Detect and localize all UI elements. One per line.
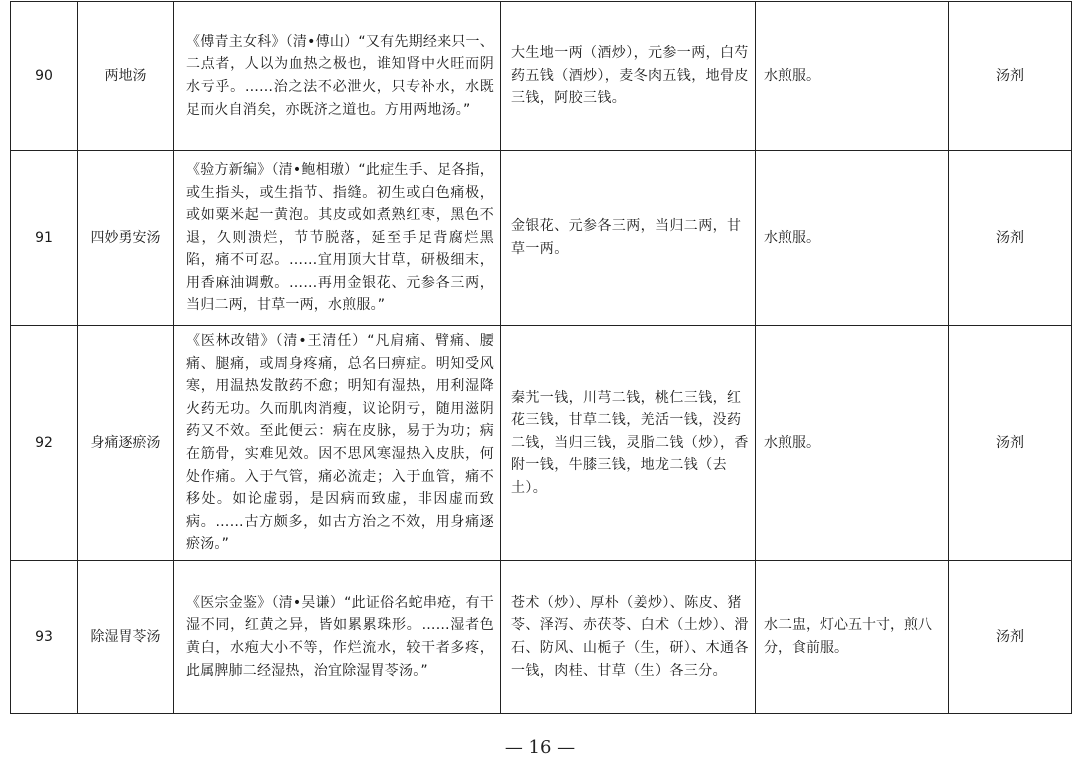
dosage-form: 汤剂	[949, 326, 1072, 561]
table-row	[11, 2, 1072, 151]
dosage-form: 汤剂	[949, 151, 1072, 326]
ingredients: 苍术（炒）、厚朴（姜炒）、陈皮、猪苓、泽泻、赤茯苓、白术（土炒）、滑石、防风、山栀子（生，研）、木通各一钱，肉桂、甘草（生）各三分。	[501, 561, 756, 714]
formula-name: 身痛逐瘀汤	[78, 326, 174, 561]
source-text: 《医林改错》（清•王清任）“凡肩痛、臂痛、腰痛、腿痛，或周身疼痛，总名曰痹症。明知受风寒，用温热发散药不愈；明知有湿热，用利湿降火药无功。久而肌肉消瘦，议论阴亏，随用滋阴药又不效。至此便云：病在皮脉，易于为功；病在筋骨，实难见效。因不思风寒湿热入皮肤，何处作痛。入于气管，痛必流走；入于血管，痛不移处。如论虚弱，是因病而致虚，非因虚而致病。……古方颇多，如古方治之不效，用身痛逐瘀汤。”	[174, 326, 501, 561]
table-row	[11, 561, 1072, 714]
usage: 水煎服。	[756, 2, 949, 151]
usage: 水煎服。	[756, 326, 949, 561]
row-number: 93	[11, 561, 78, 714]
source-text: 《医宗金鉴》（清•吴谦）“此证俗名蛇串疮，有干湿不同，红黄之异，皆如累累珠形。……湿者色黄白，水疱大小不等，作烂流水，较干者多疼，此属脾肺二经湿热，治宜除湿胃苓汤。”	[174, 561, 501, 714]
row-number: 92	[11, 326, 78, 561]
ingredients: 金银花、元参各三两，当归二两，甘草一两。	[501, 151, 756, 326]
page-number: — 16 —	[504, 737, 576, 758]
formula-name: 两地汤	[78, 2, 174, 151]
ingredients: 大生地一两（酒炒），元参一两，白芍药五钱（酒炒），麦冬肉五钱，地骨皮三钱，阿胶三钱。	[501, 2, 756, 151]
formula-name: 四妙勇安汤	[78, 151, 174, 326]
table-row	[11, 151, 1072, 326]
row-number: 91	[11, 151, 78, 326]
ingredients: 秦艽一钱，川芎二钱，桃仁三钱，红花三钱，甘草二钱，羌活一钱，没药二钱，当归三钱，灵脂二钱（炒），香附一钱，牛膝三钱，地龙二钱（去土）。	[501, 326, 756, 561]
source-text: 《傅青主女科》（清•傅山）“又有先期经来只一、二点者，人以为血热之极也，谁知肾中火旺而阴水亏乎。……治之法不必泄火，只专补水，水既足而火自消矣，亦既济之道也。方用两地汤。”	[174, 2, 501, 151]
dosage-form: 汤剂	[949, 561, 1072, 714]
prescription-table	[10, 1, 1072, 714]
table-row	[11, 326, 1072, 561]
row-number: 90	[11, 2, 78, 151]
formula-name: 除湿胃苓汤	[78, 561, 174, 714]
dosage-form: 汤剂	[949, 2, 1072, 151]
usage: 水煎服。	[756, 151, 949, 326]
usage: 水二盅，灯心五十寸，煎八分，食前服。	[756, 561, 949, 714]
source-text: 《验方新编》（清•鲍相璈）“此症生手、足各指，或生指头，或生指节、指缝。初生或白色痛极，或如粟米起一黄泡。其皮或如煮熟红枣，黑色不退，久则溃烂，节节脱落，延至手足背腐烂黑陷，痛不可忍。……宜用顶大甘草，研极细末，用香麻油调敷。……再用金银花、元参各三两，当归二两，甘草一两，水煎服。”	[174, 151, 501, 326]
